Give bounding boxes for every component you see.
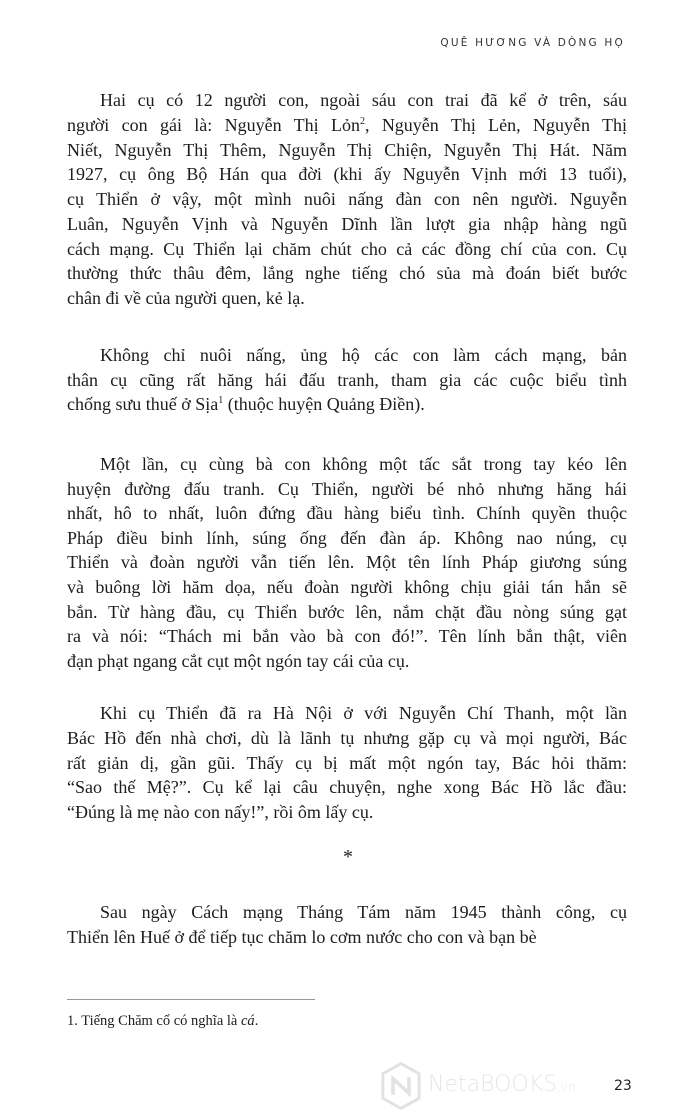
netabooks-logo-icon	[380, 1061, 422, 1111]
footnote-divider	[67, 999, 315, 1000]
text-line: Một lần, cụ cùng bà con không một tấc sắt trong tay kéo lên	[100, 454, 627, 474]
text-line: thường thức thâu đêm, lắng nghe tiếng chó sủa mà đoán biết bước	[67, 263, 627, 284]
footnote-ref: 2	[359, 115, 365, 127]
text-line: Hai cụ có 12 người con, ngoài sáu con trai đã kể ở trên, sáu	[100, 90, 627, 110]
text-line: và buông lời hăm dọa, nếu đoàn người không chịu giải tán hắn sẽ	[67, 577, 627, 597]
text-line: Luân, Nguyễn Vịnh và Nguyễn Dĩnh lần lượt gia nhập hàng ngũ	[67, 213, 627, 234]
text-line: bắn. Từ hàng đầu, cụ Thiển bước lên, nắm chặt đầu nòng súng gạt	[67, 601, 627, 622]
running-header: QUÊ HƯƠNG VÀ DÒNG HỌ	[440, 37, 625, 49]
watermark-brand: NetaBOOKS	[428, 1072, 558, 1097]
text-segment: (thuộc huyện Quảng Điền).	[223, 394, 425, 414]
text-line: “Sao thế Mệ?”. Cụ kể lại câu chuyện, nghe xong Bác Hồ lắc đầu:	[67, 777, 627, 798]
text-line: Khi cụ Thiển đã ra Hà Nội ở với Nguyễn Chí Thanh, một lần	[100, 703, 627, 723]
text-segment: chống sưu thuế ở Sịa	[67, 394, 219, 414]
text-segment: , Nguyễn Thị Lẻn, Nguyễn Thị	[364, 114, 627, 135]
watermark-text	[428, 1072, 576, 1097]
footnote	[67, 1013, 258, 1030]
text-line: chân đi về của người quen, kẻ lạ.	[67, 288, 305, 308]
watermark-suffix: .vn	[557, 1080, 576, 1094]
footnote-text: 1. Tiếng Chăm cổ có nghĩa là	[67, 1013, 241, 1029]
text-line	[67, 391, 627, 417]
text-line: rất giản dị, gần gũi. Thấy cụ bị mất một ngón tay, Bác hỏi thăm:	[67, 752, 627, 773]
footnote-suffix: .	[254, 1013, 259, 1029]
text-segment: người con gái là: Nguyễn Thị Lỏn	[67, 114, 360, 135]
text-line: 1927, cụ ông Bộ Hán qua đời (khi ấy Nguyễn Vịnh mới 13 tuổi),	[67, 164, 627, 185]
footnote-italic: cá	[241, 1013, 255, 1029]
footnote-ref: 1	[218, 395, 224, 406]
text-line: “Đúng là mẹ nào con nấy!”, rồi ôm lấy cụ.	[67, 802, 374, 822]
text-line: Pháp điều binh lính, súng ống đến đàn áp. Không nao núng, cụ	[67, 527, 627, 548]
text-line: ra và nói: “Thách mi bắn vào bà con đó!”. Tên lính bắn thật, viên	[67, 626, 627, 647]
text-line: thân cụ cũng rất hăng hái đấu tranh, tham gia các cuộc biểu tình	[67, 369, 627, 390]
text-line: đạn phạt ngang cắt cụt một ngón tay cái của cụ.	[67, 650, 410, 671]
text-line: Thiển lên Huế ở để tiếp tục chăm lo cơm nước cho con và bạn bè	[67, 927, 537, 947]
text-line: nhất, hô to nhất, luôn đứng đầu hàng biểu tình. Chính quyền thuộc	[67, 503, 627, 524]
text-line: Bác Hồ đến nhà chơi, dù là lãnh tụ nhưng gặp cụ và mọi người, Bác	[67, 727, 627, 748]
page-number: 23	[614, 1078, 632, 1094]
text-line: Không chỉ nuôi nấng, ủng hộ các con làm cách mạng, bản	[100, 345, 627, 365]
text-line: Sau ngày Cách mạng Tháng Tám năm 1945 thành công, cụ	[100, 902, 627, 922]
text-line: huyện đường đấu tranh. Cụ Thiển, người bé nhỏ nhưng hăng hái	[67, 478, 627, 499]
text-line	[67, 112, 627, 138]
text-line: cách mạng. Cụ Thiển lại chăm chút cho cả các đồng chí của con. Cụ	[67, 238, 627, 259]
text-line: Thiển và đoàn người vẫn tiến lên. Một tên lính Pháp giương súng	[67, 552, 627, 573]
section-break: *	[343, 846, 353, 868]
text-line: Niết, Nguyễn Thị Thêm, Nguyễn Thị Chiện, Nguyễn Thị Hát. Năm	[67, 139, 627, 160]
text-line: cụ Thiển ở vậy, một mình nuôi nấng đàn con nên người. Nguyễn	[67, 189, 627, 209]
watermark	[380, 1058, 605, 1114]
